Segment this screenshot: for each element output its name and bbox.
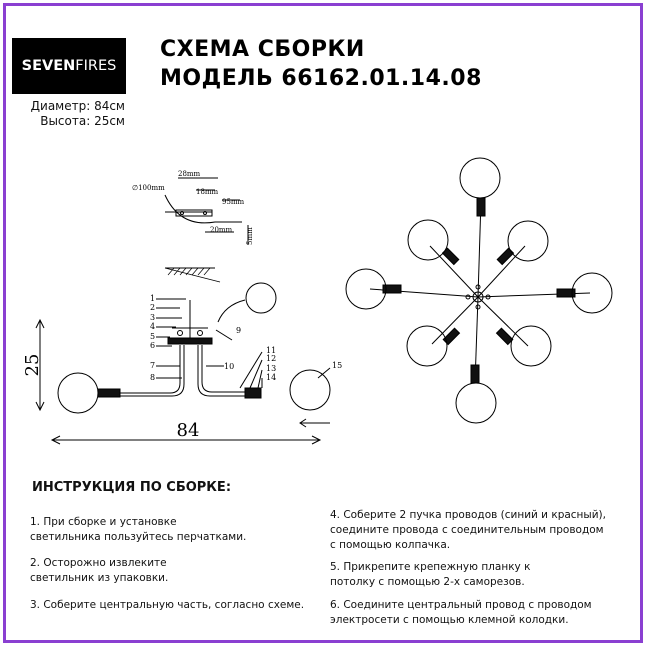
part-number-2: 2 bbox=[150, 303, 156, 312]
instructions-title: ИНСТРУКЦИЯ ПО СБОРКЕ: bbox=[32, 480, 232, 495]
globe bbox=[460, 158, 500, 198]
detail-5-label: 5mm bbox=[246, 227, 254, 245]
detail-20-label: 20mm bbox=[210, 226, 233, 234]
globe bbox=[456, 383, 496, 423]
globe bbox=[407, 326, 447, 366]
logo-light-text: FIRES bbox=[75, 58, 117, 74]
part-number-10: 10 bbox=[224, 362, 235, 371]
page-title: СХЕМА СБОРКИ bbox=[160, 37, 365, 62]
detail-diameter-label: ∅100mm bbox=[132, 184, 165, 192]
instruction-step-1: 1. При сборке и установке светильника пользуйтесь перчатками. bbox=[30, 516, 247, 543]
globe bbox=[508, 221, 548, 261]
spec-height: Высота: 25см bbox=[40, 114, 125, 128]
width-dimension-label: 84 bbox=[176, 420, 200, 441]
part-number-13: 13 bbox=[266, 364, 277, 373]
globe bbox=[511, 326, 551, 366]
logo-bold-text: SEVEN bbox=[21, 58, 76, 74]
instruction-step-6: 6. Соедините центральный провод с проводом электросети с помощью клемной колодки. bbox=[330, 599, 592, 626]
side-view bbox=[36, 268, 330, 444]
instruction-step-4: 4. Соберите 2 пучка проводов (синий и красный), соедините провода с соединительным проводом с помощью колпачка. bbox=[330, 509, 606, 551]
part-number-12: 12 bbox=[266, 354, 277, 363]
part-number-6: 6 bbox=[150, 341, 156, 350]
instruction-step-2: 2. Осторожно извлеките светильник из упаковки. bbox=[30, 557, 169, 584]
detail-95-label: 95mm bbox=[222, 198, 245, 206]
model-number: МОДЕЛЬ 66162.01.14.08 bbox=[160, 66, 482, 91]
bracket-dimensions bbox=[132, 170, 254, 245]
part-number-11: 11 bbox=[266, 346, 277, 355]
instruction-step-3: 3. Соберите центральную часть, согласно схеме. bbox=[30, 599, 305, 611]
part-number-4: 4 bbox=[150, 322, 156, 331]
part-number-1: 1 bbox=[150, 294, 156, 303]
part-number-7: 7 bbox=[150, 361, 156, 370]
part-number-3: 3 bbox=[150, 313, 156, 322]
detail-28-label: 28mm bbox=[178, 170, 201, 178]
part-number-15: 15 bbox=[332, 361, 343, 370]
part-number-9: 9 bbox=[236, 326, 242, 335]
instruction-step-5: 5. Прикрепите крепежную планку к потолку с помощью 2-х саморезов. bbox=[330, 561, 531, 588]
globe bbox=[346, 269, 386, 309]
part-number-5: 5 bbox=[150, 332, 156, 341]
detail-18-label: 18mm bbox=[196, 188, 219, 196]
part-number-14: 14 bbox=[266, 373, 277, 382]
part-number-8: 8 bbox=[150, 373, 156, 382]
height-dimension-label: 25 bbox=[22, 353, 43, 377]
spec-diameter: Диаметр: 84см bbox=[30, 99, 125, 113]
top-view bbox=[346, 158, 612, 423]
globe bbox=[408, 220, 448, 260]
